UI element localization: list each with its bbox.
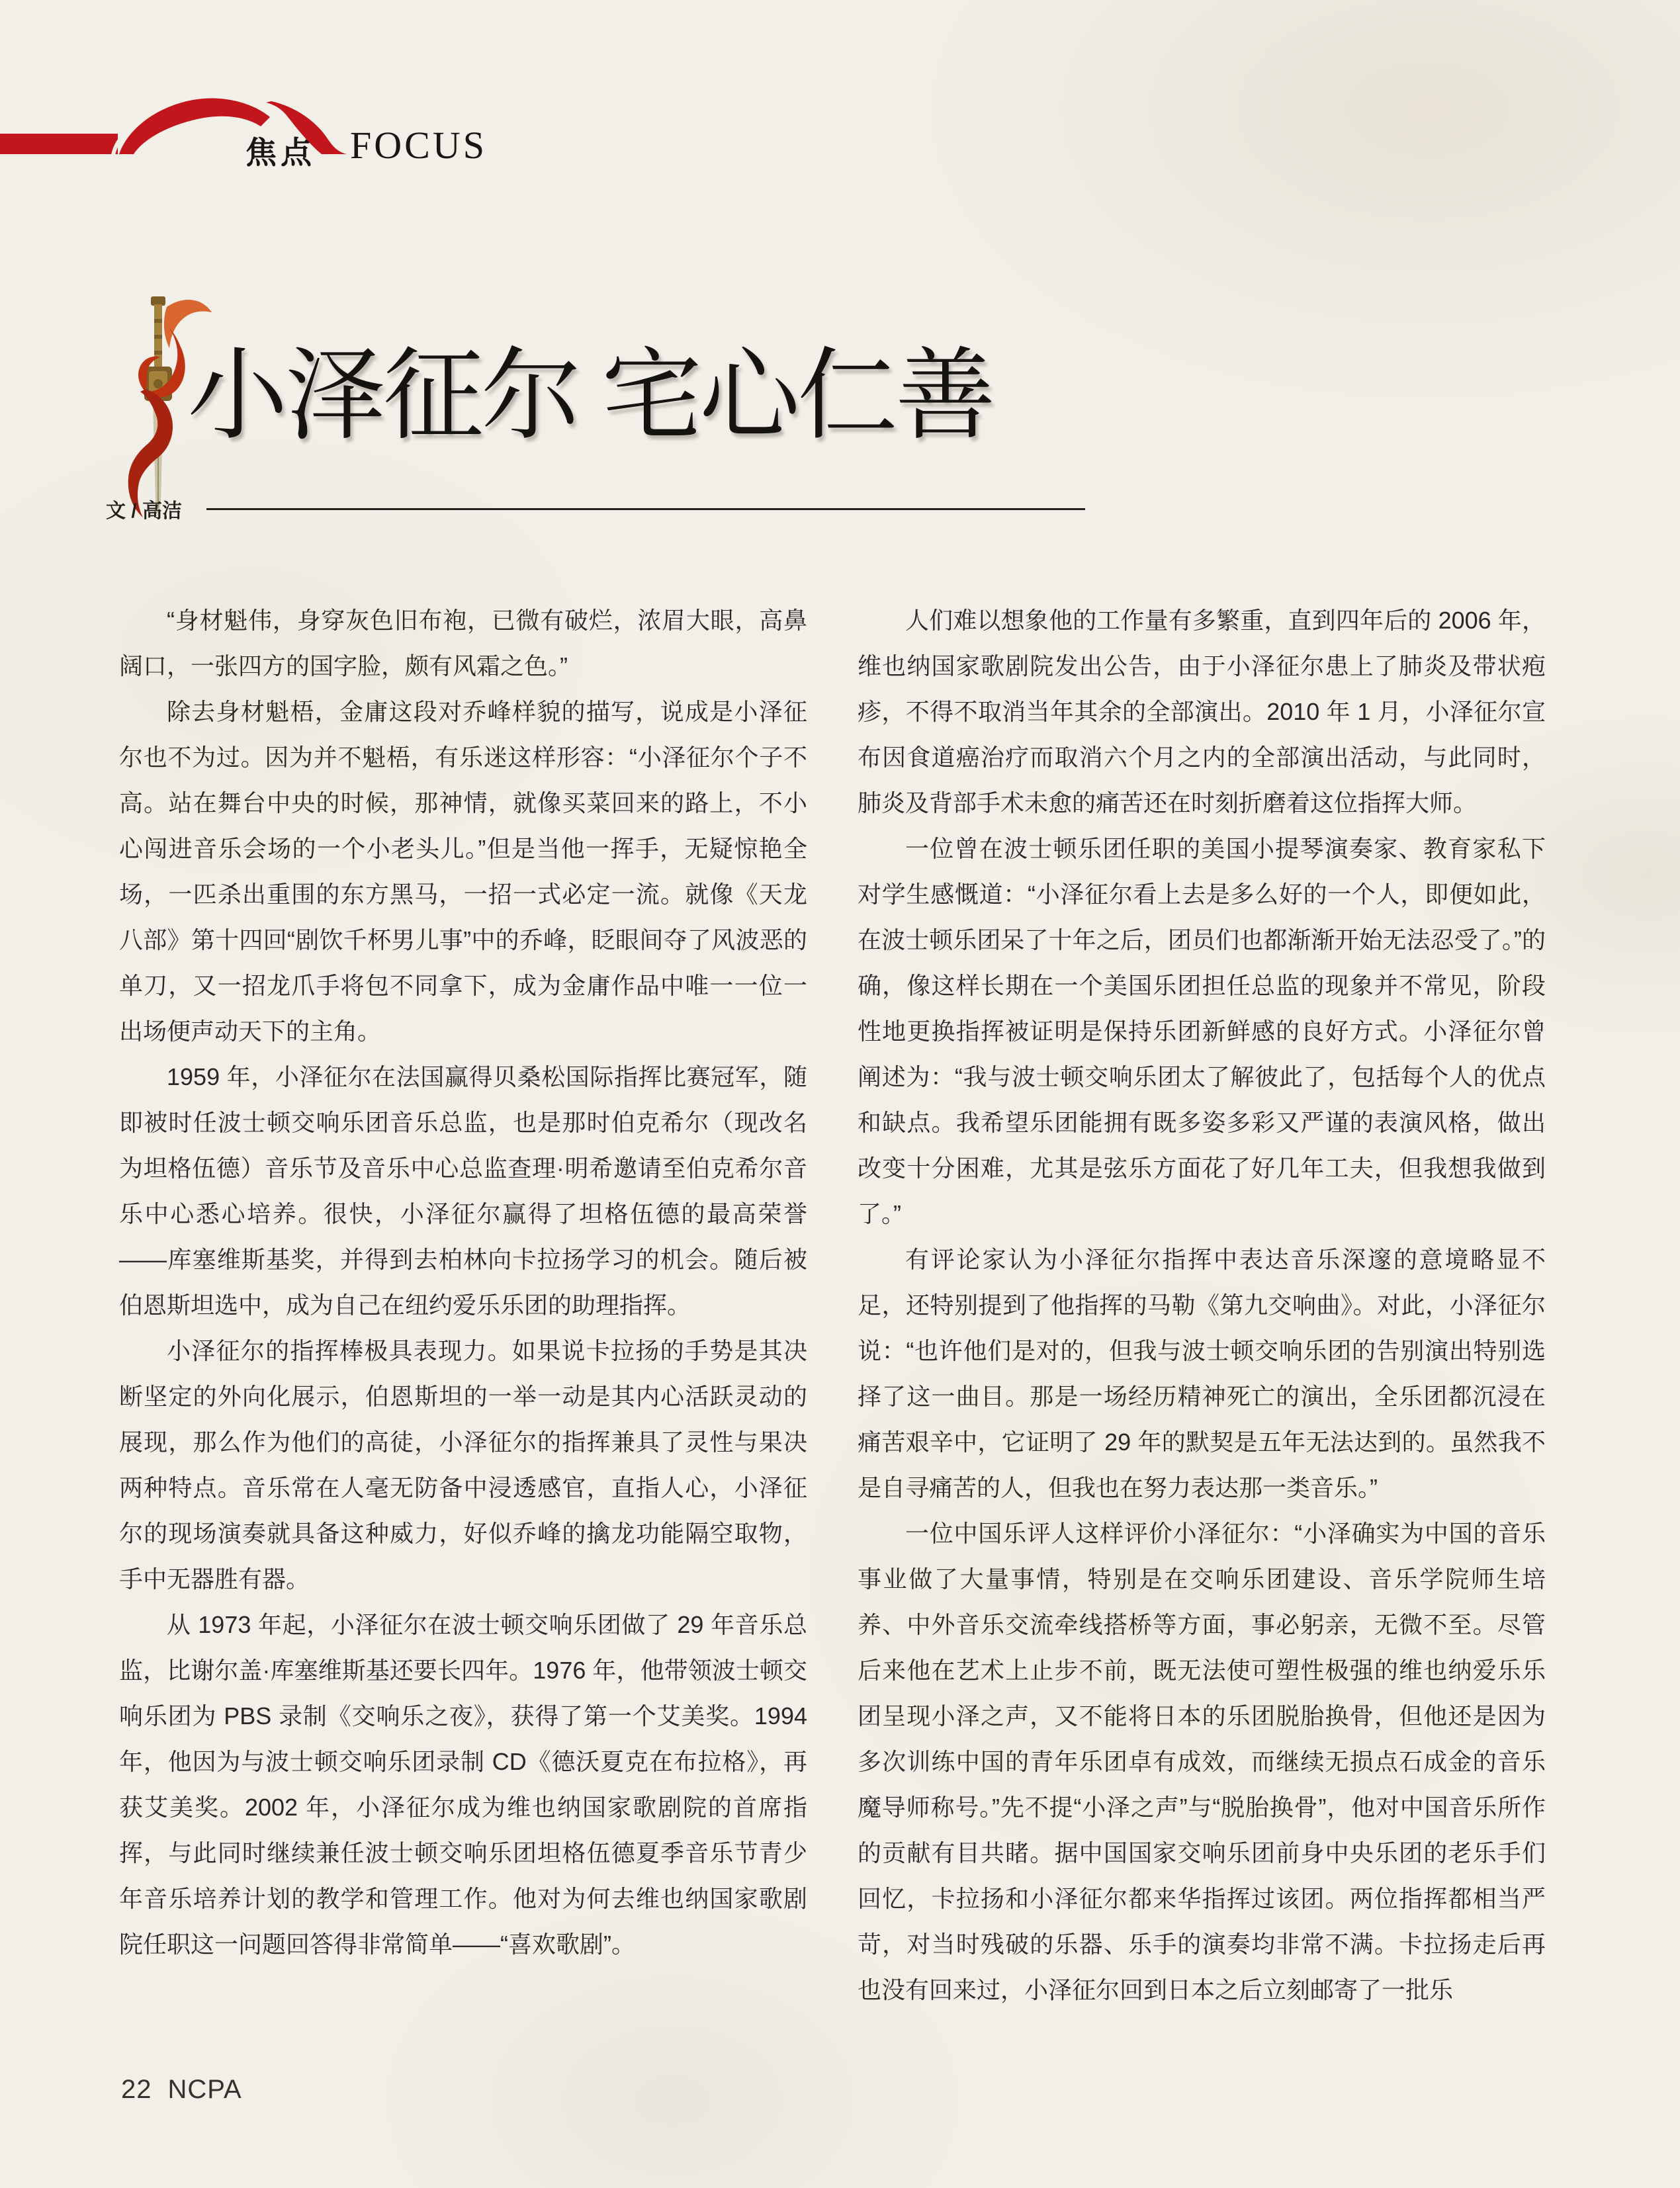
paragraph: 有评论家认为小泽征尔指挥中表达音乐深邃的意境略显不足，还特别提到了他指挥的马勒《第九交响曲》。对此，小泽征尔说：“也许他们是对的，但我与波士顿交响乐团的告别演出特别选择了这一曲目。那是一场经历精神死亡的演出，全乐团都沉浸在痛苦艰辛中，它证明了 29 年的默契是五年无法达到的。虽然我不是自寻痛苦的人，但我也在努力表达那一类音乐。” <box>858 1246 1546 1501</box>
page-footer <box>121 2075 242 2105</box>
left-column <box>119 597 807 1967</box>
paragraph: 小泽征尔的指挥棒极具表现力。如果说卡拉扬的手势是其决断坚定的外向化展示，伯恩斯坦的一举一动是其内心活跃灵动的展现，那么作为他们的高徒，小泽征尔的指挥兼具了灵性与果决两种特点。音乐常在人毫无防备中浸透感官，直指人心，小泽征尔的现场演奏就具备这种威力，好似乔峰的擒龙功能隔空取物，手中无器胜有器。 <box>119 1337 807 1593</box>
paragraph: 一位曾在波士顿乐团任职的美国小提琴演奏家、教育家私下对学生感慨道：“小泽征尔看上去是多么好的一个人，即便如此，在波士顿乐团呆了十年之后，团员们也都渐渐开始无法忍受了。”的确，像这样长期在一个美国乐团担任总监的现象并不常见，阶段性地更换指挥被证明是保持乐团新鲜感的良好方式。小泽征尔曾阐述为：“我与波士顿交响乐团太了解彼此了，包括每个人的优点和缺点。我希望乐团能拥有既多姿多彩又严谨的表演风格，做出改变十分困难，尤其是弦乐方面花了好几年工夫，但我想我做到了。” <box>858 835 1546 1227</box>
page-number: 22 <box>121 2075 152 2104</box>
paragraph: 人们难以想象他的工作量有多繁重，直到四年后的 2006 年，维也纳国家歌剧院发出公告，由于小泽征尔患上了肺炎及带状疱疹，不得不取消当年其余的全部演出。2010 年 1 月，小泽征尔宣布因食道癌治疗而取消六个月之内的全部演出活动，与此同时，肺炎及背部手术未愈的痛苦还在时刻折磨着这位指挥大师。 <box>858 607 1546 816</box>
byline-rule <box>206 508 1085 510</box>
section-label-en: FOCUS <box>350 124 487 167</box>
paragraph: “身材魁伟，身穿灰色旧布袍，已微有破烂，浓眉大眼，高鼻阔口，一张四方的国字脸，颇有风霜之色。” <box>119 607 807 679</box>
brand: NCPA <box>167 2075 242 2104</box>
article-title: 小泽征尔 宅心仁善 <box>187 341 993 452</box>
section-label-cn: 焦点 <box>245 135 316 170</box>
paragraph: 一位中国乐评人这样评价小泽征尔：“小泽确实为中国的音乐事业做了大量事情，特别是在交响乐团建设、音乐学院师生培养、中外音乐交流牵线搭桥等方面，事必躬亲，无微不至。尽管后来他在艺术上止步不前，既无法使可塑性极强的维也纳爱乐乐团呈现小泽之声，又不能将日本的乐团脱胎换骨，但他还是因为多次训练中国的青年乐团卓有成效，而继续无损点石成金的音乐魔导师称号。”先不提“小泽之声”与“脱胎换骨”，他对中国音乐所作的贡献有目共睹。据中国国家交响乐团前身中央乐团的老乐手们回忆，卡拉扬和小泽征尔都来华指挥过该团。两位指挥都相当严苛，对当时残破的乐器、乐手的演奏均非常不满。卡拉扬走后再也没有回来过，小泽征尔回到日本之后立刻邮寄了一批乐 <box>858 1520 1546 2003</box>
paragraph: 从 1973 年起，小泽征尔在波士顿交响乐团做了 29 年音乐总监，比谢尔盖·库塞维斯基还要长四年。1976 年，他带领波士顿交响乐团为 PBS 录制《交响乐之夜》，获得了第一个艾美奖。1994 年，他因为与波士顿交响乐团录制 CD《德沃夏克在布拉格》，再获艾美奖。2002 年，小泽征尔成为维也纳国家歌剧院的首席指挥，与此同时继续兼任波士顿交响乐团坦格伍德夏季音乐节青少年音乐培养计划的教学和管理工作。他对为何去维也纳国家歌剧院任职这一问题回答得非常简单——“喜欢歌剧”。 <box>119 1611 807 1958</box>
byline: 文 / 高洁 <box>106 500 183 522</box>
right-column <box>858 597 1546 2013</box>
paragraph: 除去身材魁梧，金庸这段对乔峰样貌的描写，说成是小泽征尔也不为过。因为并不魁梧，有乐迷这样形容：“小泽征尔个子不高。站在舞台中央的时候，那神情，就像买菜回来的路上，不小心闯进音乐会场的一个小老头儿。”但是当他一挥手，无疑惊艳全场，一匹杀出重围的东方黑马，一招一式必定一流。就像《天龙八部》第十四回“剧饮千杯男儿事”中的乔峰，眨眼间夺了风波恶的单刀，又一招龙爪手将包不同拿下，成为金庸作品中唯一一位一出场便声动天下的主角。 <box>119 698 807 1045</box>
paragraph: 1959 年，小泽征尔在法国赢得贝桑松国际指挥比赛冠军，随即被时任波士顿交响乐团音乐总监，也是那时伯克希尔（现改名为坦格伍德）音乐节及音乐中心总监查理·明希邀请至伯克希尔音乐中心悉心培养。很快，小泽征尔赢得了坦格伍德的最高荣誉——库塞维斯基奖，并得到去柏林向卡拉扬学习的机会。随后被伯恩斯坦选中，成为自己在纽约爱乐乐团的助理指挥。 <box>119 1063 807 1319</box>
